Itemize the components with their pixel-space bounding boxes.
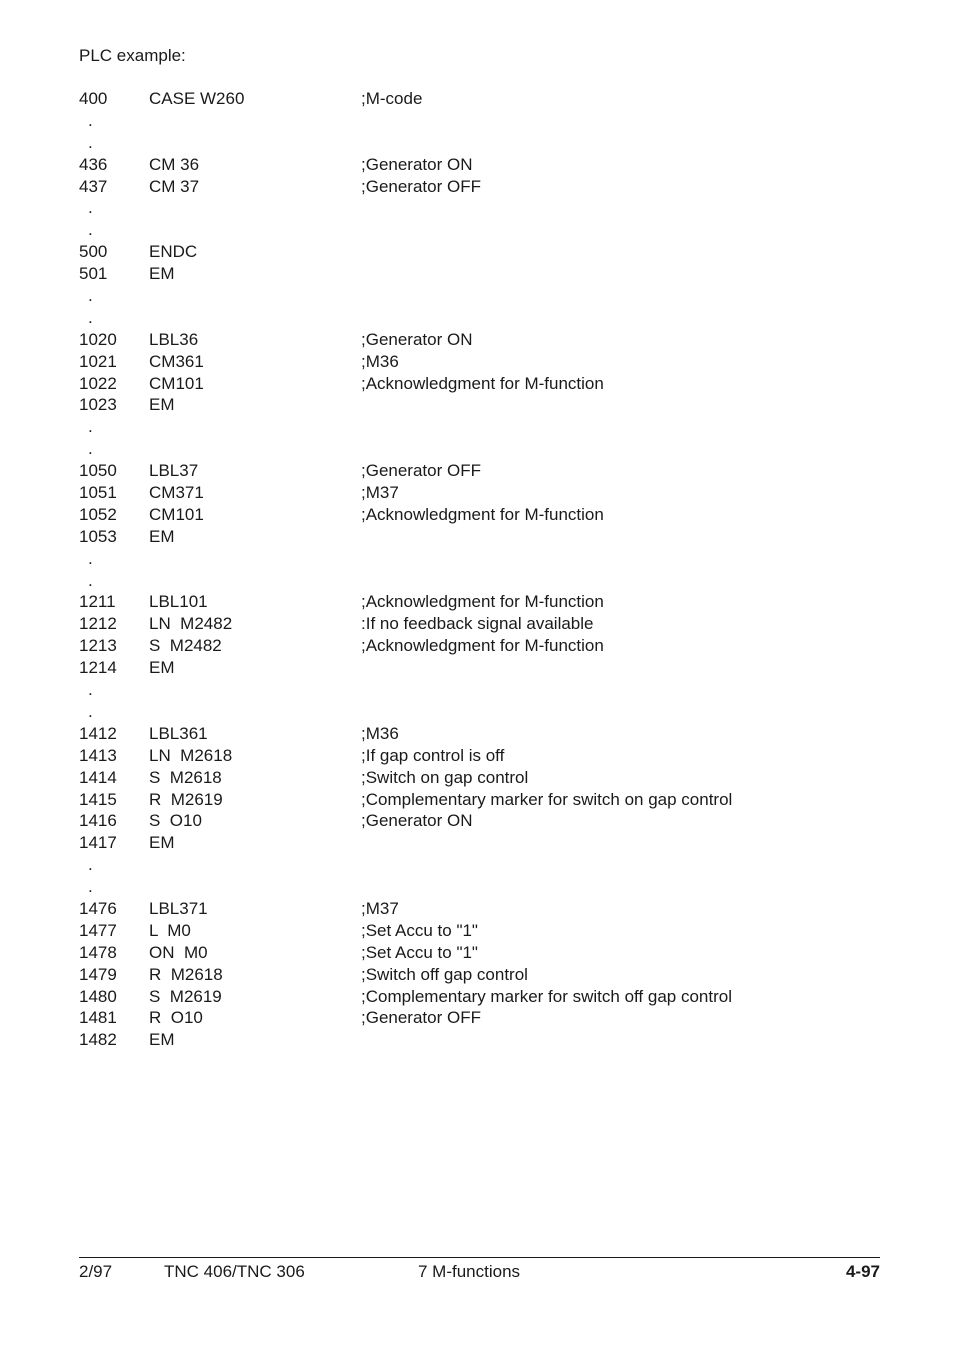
line-number: 1050 bbox=[79, 461, 117, 481]
ellipsis-row bbox=[0, 679, 954, 701]
code-line bbox=[0, 373, 954, 395]
instruction: R O10 bbox=[149, 1008, 203, 1028]
line-number: 501 bbox=[79, 264, 108, 284]
line-number: 1479 bbox=[79, 964, 117, 984]
instruction: L M0 bbox=[149, 920, 191, 940]
ellipsis-row bbox=[0, 438, 954, 460]
ellipsis-dot: . bbox=[88, 570, 93, 590]
line-number: 1481 bbox=[79, 1008, 117, 1028]
ellipsis-row bbox=[0, 701, 954, 723]
comment: :If no feedback signal available bbox=[361, 614, 594, 634]
footer-divider bbox=[79, 1257, 880, 1258]
ellipsis-row bbox=[0, 219, 954, 241]
comment: ;Set Accu to "1" bbox=[361, 942, 478, 962]
ellipsis-dot: . bbox=[88, 855, 93, 875]
instruction: CM371 bbox=[149, 483, 204, 503]
comment: ;Generator OFF bbox=[361, 176, 481, 196]
line-number: 1477 bbox=[79, 920, 117, 940]
code-line bbox=[0, 329, 954, 351]
ellipsis-dot: . bbox=[88, 220, 93, 240]
ellipsis-dot: . bbox=[88, 132, 93, 152]
line-number: 1020 bbox=[79, 329, 117, 349]
comment: ;M37 bbox=[361, 898, 399, 918]
line-number: 1413 bbox=[79, 745, 117, 765]
instruction: S M2482 bbox=[149, 636, 222, 656]
ellipsis-dot: . bbox=[88, 680, 93, 700]
line-number: 1482 bbox=[79, 1030, 117, 1050]
footer-date: 2/97 bbox=[79, 1262, 113, 1281]
line-number: 1021 bbox=[79, 351, 117, 371]
line-number: 1213 bbox=[79, 636, 117, 656]
comment: ;Generator ON bbox=[361, 811, 473, 831]
instruction: CM361 bbox=[149, 351, 204, 371]
instruction: LBL37 bbox=[149, 461, 199, 481]
instruction: R M2618 bbox=[149, 964, 223, 984]
footer-page-number: 4-97 bbox=[845, 1262, 880, 1281]
comment: ;M36 bbox=[361, 723, 399, 743]
code-line bbox=[0, 986, 954, 1008]
instruction: CM 36 bbox=[149, 154, 200, 174]
code-line bbox=[0, 526, 954, 548]
footer-model: TNC 406/TNC 306 bbox=[164, 1262, 305, 1281]
code-line bbox=[0, 810, 954, 832]
line-number: 1412 bbox=[79, 723, 117, 743]
code-line bbox=[0, 898, 954, 920]
comment: ;Generator ON bbox=[361, 329, 473, 349]
line-number: 500 bbox=[79, 242, 108, 262]
line-number: 1417 bbox=[79, 833, 117, 853]
comment: ;Acknowledgment for M-function bbox=[361, 504, 604, 524]
ellipsis-dot: . bbox=[88, 286, 93, 306]
code-line bbox=[0, 920, 954, 942]
comment: ;M37 bbox=[361, 483, 399, 503]
instruction: LBL371 bbox=[149, 898, 208, 918]
instruction: EM bbox=[149, 264, 175, 284]
comment: ;Generator OFF bbox=[361, 1008, 481, 1028]
code-line bbox=[0, 942, 954, 964]
instruction: EM bbox=[149, 833, 175, 853]
instruction: S O10 bbox=[149, 811, 202, 831]
instruction: EM bbox=[149, 526, 175, 546]
comment: ;Complementary marker for switch on gap control bbox=[361, 789, 733, 809]
code-line bbox=[0, 832, 954, 854]
line-number: 436 bbox=[79, 154, 108, 174]
code-line bbox=[0, 394, 954, 416]
line-number: 1480 bbox=[79, 986, 117, 1006]
comment: ;M-code bbox=[361, 89, 423, 108]
instruction: LN M2482 bbox=[149, 614, 233, 634]
comment: ;Acknowledgment for M-function bbox=[361, 636, 604, 656]
ellipsis-row bbox=[0, 307, 954, 329]
ellipsis-dot: . bbox=[88, 307, 93, 327]
ellipsis-dot: . bbox=[88, 198, 93, 218]
ellipsis-row bbox=[0, 876, 954, 898]
comment: ;Complementary marker for switch off gap control bbox=[361, 986, 732, 1006]
line-number: 400 bbox=[79, 89, 108, 108]
comment: ;Acknowledgment for M-function bbox=[361, 373, 604, 393]
code-line bbox=[0, 482, 954, 504]
instruction: S M2618 bbox=[149, 767, 222, 787]
ellipsis-row bbox=[0, 110, 954, 132]
instruction: S M2619 bbox=[149, 986, 222, 1006]
line-number: 1416 bbox=[79, 811, 117, 831]
line-number: 1022 bbox=[79, 373, 117, 393]
plc-listing bbox=[0, 88, 954, 1051]
code-line bbox=[0, 613, 954, 635]
ellipsis-row bbox=[0, 285, 954, 307]
code-line bbox=[0, 964, 954, 986]
code-line bbox=[0, 154, 954, 176]
line-number: 1053 bbox=[79, 526, 117, 546]
ellipsis-row bbox=[0, 416, 954, 438]
instruction: LBL36 bbox=[149, 329, 199, 349]
line-number: 1214 bbox=[79, 658, 117, 678]
ellipsis-dot: . bbox=[88, 110, 93, 130]
ellipsis-dot: . bbox=[88, 439, 93, 459]
instruction: LN M2618 bbox=[149, 745, 233, 765]
ellipsis-dot: . bbox=[88, 877, 93, 897]
comment: ;Switch off gap control bbox=[361, 964, 528, 984]
comment: ;Switch on gap control bbox=[361, 767, 529, 787]
comment: ;If gap control is off bbox=[361, 745, 505, 765]
line-number: 437 bbox=[79, 176, 108, 196]
ellipsis-dot: . bbox=[88, 548, 93, 568]
instruction: CM 37 bbox=[149, 176, 200, 196]
ellipsis-row bbox=[0, 548, 954, 570]
code-line bbox=[0, 635, 954, 657]
ellipsis-row bbox=[0, 132, 954, 154]
code-line bbox=[0, 657, 954, 679]
line-number: 1023 bbox=[79, 395, 117, 415]
instruction: R M2619 bbox=[149, 789, 223, 809]
instruction: EM bbox=[149, 658, 175, 678]
instruction: CM101 bbox=[149, 504, 204, 524]
instruction: LBL101 bbox=[149, 592, 208, 612]
ellipsis-dot: . bbox=[88, 417, 93, 437]
code-line bbox=[0, 88, 954, 110]
comment: ;Acknowledgment for M-function bbox=[361, 592, 604, 612]
instruction: EM bbox=[149, 1030, 175, 1050]
code-line bbox=[0, 745, 954, 767]
code-line bbox=[0, 789, 954, 811]
instruction: ON M0 bbox=[149, 942, 208, 962]
line-number: 1051 bbox=[79, 483, 117, 503]
instruction: CASE W260 bbox=[149, 89, 245, 108]
instruction: ENDC bbox=[149, 242, 198, 262]
instruction: CM101 bbox=[149, 373, 204, 393]
instruction: EM bbox=[149, 395, 175, 415]
footer-chapter: 7 M-functions bbox=[418, 1262, 521, 1281]
code-line bbox=[0, 1029, 954, 1051]
code-line bbox=[0, 176, 954, 198]
code-line bbox=[0, 351, 954, 373]
code-line bbox=[0, 241, 954, 263]
comment: ;Set Accu to "1" bbox=[361, 920, 478, 940]
line-number: 1415 bbox=[79, 789, 117, 809]
ellipsis-row bbox=[0, 854, 954, 876]
line-number: 1212 bbox=[79, 614, 117, 634]
ellipsis-row bbox=[0, 570, 954, 592]
page-heading: PLC example: bbox=[79, 46, 186, 65]
line-number: 1478 bbox=[79, 942, 117, 962]
line-number: 1052 bbox=[79, 504, 117, 524]
code-line bbox=[0, 1007, 954, 1029]
code-line bbox=[0, 591, 954, 613]
ellipsis-dot: . bbox=[88, 701, 93, 721]
line-number: 1211 bbox=[79, 592, 116, 612]
comment: ;Generator ON bbox=[361, 154, 473, 174]
comment: ;Generator OFF bbox=[361, 461, 481, 481]
comment: ;M36 bbox=[361, 351, 399, 371]
instruction: LBL361 bbox=[149, 723, 208, 743]
code-line bbox=[0, 767, 954, 789]
code-line bbox=[0, 263, 954, 285]
code-line bbox=[0, 460, 954, 482]
code-line bbox=[0, 504, 954, 526]
ellipsis-row bbox=[0, 197, 954, 219]
line-number: 1476 bbox=[79, 898, 117, 918]
code-line bbox=[0, 723, 954, 745]
line-number: 1414 bbox=[79, 767, 117, 787]
